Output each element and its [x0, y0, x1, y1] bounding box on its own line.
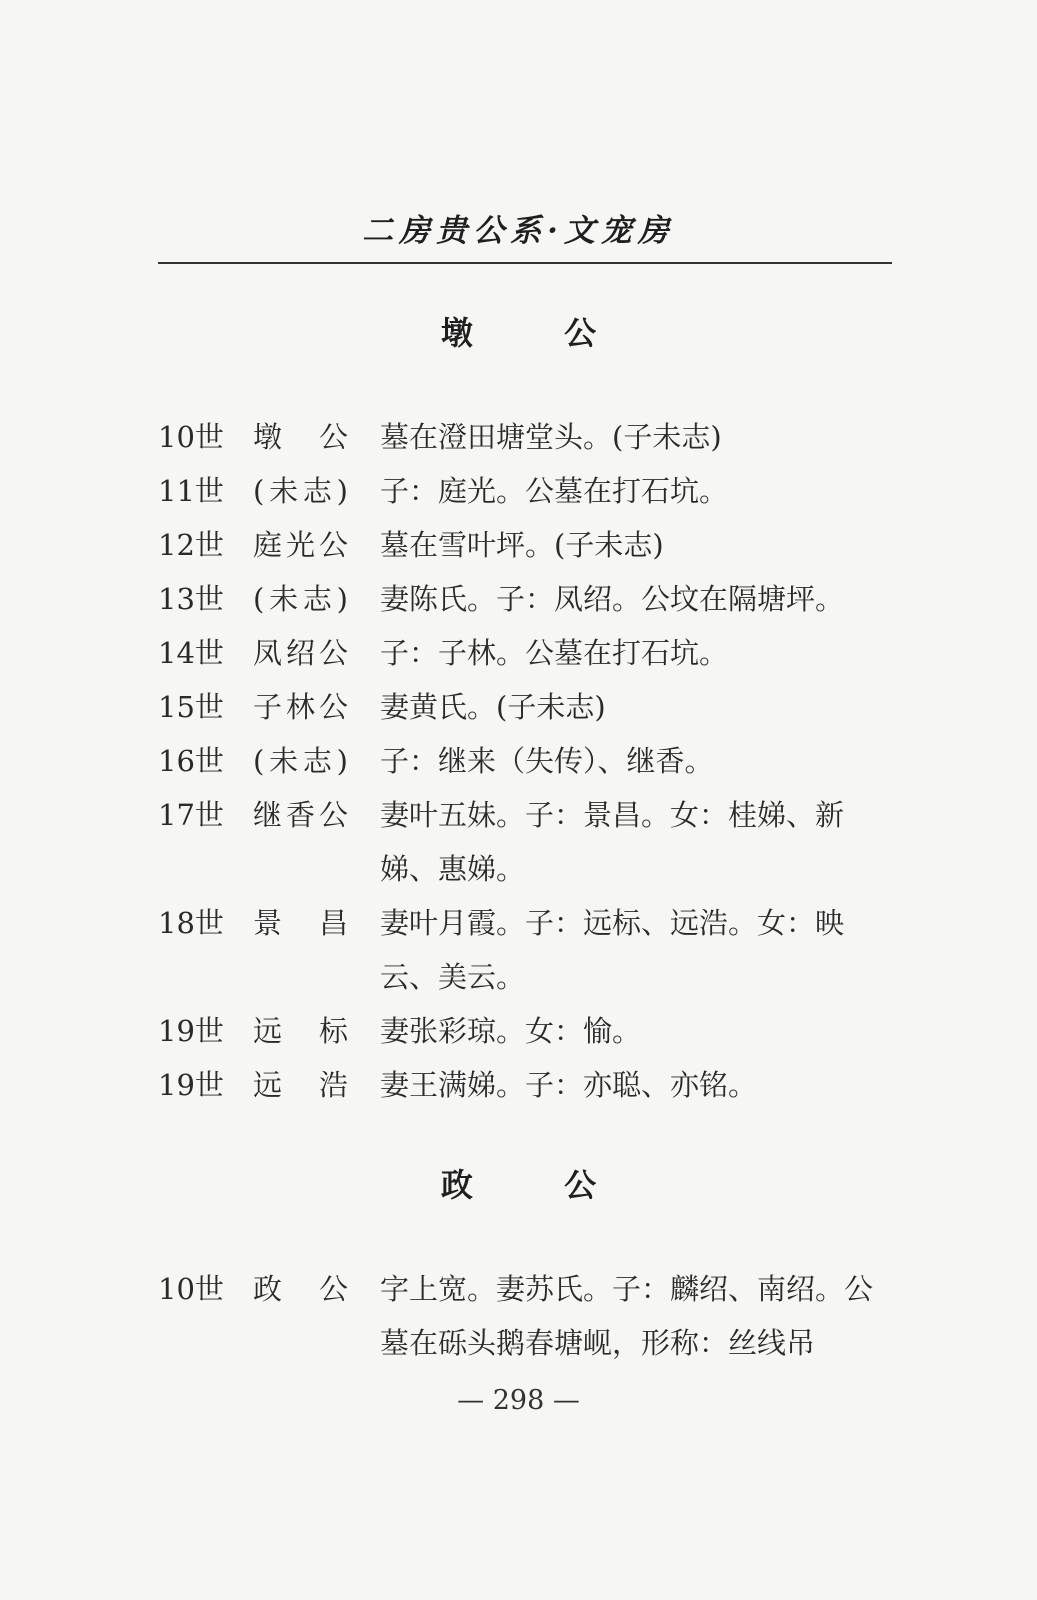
person-name: 庭光公 [253, 528, 348, 562]
entry-text: 子：庭光。公墓在打石坑。 [380, 474, 729, 508]
person-name: (未志) [253, 582, 348, 616]
generation-label: 12世 [158, 528, 224, 562]
header-rule [158, 262, 892, 264]
running-header: 二房贵公系·文宠房 [362, 213, 675, 249]
generation-label: 18世 [158, 906, 224, 940]
generation-label: 11世 [158, 474, 224, 508]
person-name: (未志) [253, 744, 348, 778]
generation-label: 19世 [158, 1014, 224, 1048]
entry-text: 妻陈氏。子：凤绍。公坟在隔塘坪。 [380, 582, 845, 616]
section-title-dun: 墩 公 [440, 314, 637, 352]
generation-label: 15世 [158, 690, 224, 724]
generation-label: 10世 [158, 1272, 224, 1306]
person-name: 远标 [253, 1014, 348, 1048]
entry-text: 子：子林。公墓在打石坑。 [380, 636, 729, 670]
entry-text: 妻叶月霞。子：远标、远浩。女：映云、美云。 [380, 906, 845, 994]
person-name: 远浩 [253, 1068, 348, 1102]
entry-text: 字上宽。妻苏氏。子：麟绍、南绍。公墓在砾头鹅春塘岘，形称：丝线吊 [380, 1272, 874, 1360]
entry-text: 妻叶五妹。子：景昌。女：桂娣、新娣、惠娣。 [380, 798, 845, 886]
entry-text: 墓在澄田塘堂头。(子未志) [380, 420, 722, 454]
generation-label: 16世 [158, 744, 224, 778]
person-name: 凤绍公 [253, 636, 348, 670]
person-name: 政公 [253, 1272, 348, 1306]
person-name: 景昌 [253, 906, 348, 940]
generation-label: 17世 [158, 798, 224, 832]
person-name: 墩公 [253, 420, 348, 454]
generation-label: 13世 [158, 582, 224, 616]
entry-text: 妻王满娣。子：亦聪、亦铭。 [380, 1068, 758, 1102]
section-title-zheng: 政 公 [440, 1166, 637, 1204]
generation-label: 19世 [158, 1068, 224, 1102]
person-name: (未志) [253, 474, 348, 508]
generation-label: 10世 [158, 420, 224, 454]
entry-text: 妻黄氏。(子未志) [380, 690, 606, 724]
entry-text: 墓在雪叶坪。(子未志) [380, 528, 664, 562]
person-name: 继香公 [253, 798, 348, 832]
entry-text: 妻张彩琼。女：愉。 [380, 1014, 642, 1048]
generation-label: 14世 [158, 636, 224, 670]
person-name: 子林公 [253, 690, 348, 724]
page-number: — 298 — [457, 1385, 580, 1416]
entry-text: 子：继来（失传）、继香。 [380, 744, 714, 778]
